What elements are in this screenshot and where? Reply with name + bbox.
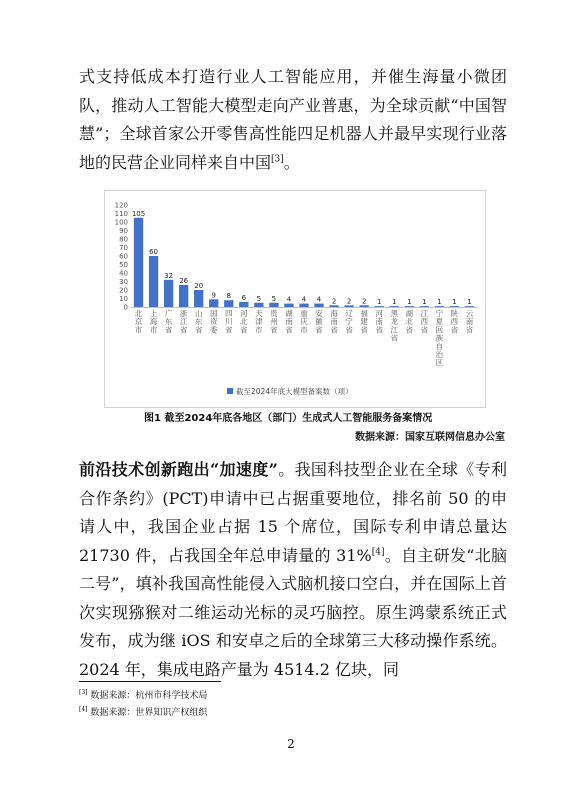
data-label: 8 — [226, 292, 232, 301]
footnote-divider — [79, 681, 221, 682]
paragraph-text: 式支持低成本打造行业人工智能应用，并催生海量小微团队，推动人工智能大模型走向产业普惠，为全球贡献“中国智慧”；全球首家公开零售高性能四足机器人并最早实现行业落地的民营企业同样来自中国 — [79, 67, 507, 172]
x-tick-label: 河南省 — [375, 309, 383, 335]
y-tick-label: 10 — [119, 295, 128, 303]
data-label: 1 — [437, 298, 442, 307]
y-tick-label: 0 — [123, 303, 128, 312]
x-tick-label: 辽宁省 — [345, 309, 353, 335]
data-label: 5 — [271, 294, 277, 303]
y-tick-label: 80 — [119, 235, 128, 244]
bar — [134, 218, 143, 307]
legend-label: 截至2024年底大模型备案数（项） — [236, 387, 353, 396]
bar — [194, 290, 203, 307]
bar — [344, 305, 353, 307]
y-tick-label: 100 — [114, 218, 128, 227]
y-tick-label: 120 — [114, 201, 128, 210]
bar — [314, 304, 323, 307]
y-tick-label: 40 — [119, 269, 128, 278]
x-tick-label: 北京市 — [134, 309, 143, 335]
footnote-mark: [3] — [79, 689, 88, 696]
bar — [149, 256, 158, 307]
footnote-mark: [4] — [79, 706, 88, 713]
y-tick-label: 70 — [119, 244, 128, 252]
y-tick-label: 20 — [119, 286, 128, 295]
footnote — [79, 688, 207, 701]
data-label: 20 — [194, 282, 204, 290]
bar — [299, 304, 308, 307]
y-tick-label: 50 — [119, 261, 128, 269]
x-tick-label: 黑龙江省 — [390, 309, 399, 343]
data-label: 5 — [256, 294, 262, 303]
bar — [209, 299, 218, 307]
bar — [164, 280, 173, 307]
data-label: 32 — [164, 271, 174, 280]
x-tick-label: 云南省 — [465, 309, 474, 335]
bar — [465, 306, 474, 307]
bar — [329, 305, 338, 307]
bar — [375, 306, 384, 307]
data-label: 26 — [179, 276, 189, 285]
x-tick-label: 重庆市 — [300, 309, 308, 335]
data-label: 4 — [301, 295, 307, 304]
footnote-text: 数据来源：世界知识产权组织 — [90, 708, 208, 718]
data-label: 2 — [346, 297, 352, 306]
figure-caption: 图1 截至2024年底各地区（部门）生成式人工智能服务备案情况 — [144, 413, 433, 424]
bar-chart — [104, 190, 486, 408]
data-label: 9 — [211, 291, 216, 300]
data-label: 1 — [452, 298, 457, 307]
bar — [450, 306, 459, 307]
data-label: 1 — [392, 298, 397, 307]
y-tick-label: 30 — [119, 278, 128, 286]
bar — [284, 304, 293, 307]
figure-source: 数据来源：国家互联网信息办公室 — [355, 432, 505, 443]
x-tick-label: 天津市 — [255, 309, 263, 335]
bar — [254, 303, 263, 307]
page-number: 2 — [287, 737, 295, 751]
data-label: 6 — [241, 293, 247, 302]
paragraph-text-cont: 。自主研发“北脑二号”，填补我国高性能侵入式脑机接口空白，并在国际上首次实现猕猴对二维运动光标的灵巧脑控。原生鸿蒙系统正式发布，成为继 iOS 和安卓之后的全球第三大移动操作系统。2024 年，集成电路产量为 4514.2 亿块，同 — [79, 545, 507, 679]
footnote-ref[interactable]: [3] — [271, 154, 284, 165]
y-tick-label: 90 — [119, 227, 128, 235]
paragraph-text: 。我国科技型企业在全球《专利合作条约》(PCT)申请中已占据重要地位，排名前 50 的申请人中，我国企业占据 15 个席位，国际专利申请总量达 21730 件，占我国全年总申请量的 31% — [79, 460, 507, 565]
x-tick-label: 江西省 — [420, 309, 429, 335]
data-label: 1 — [407, 298, 412, 307]
x-tick-label: 湖北省 — [405, 309, 414, 335]
x-tick-label: 贵州省 — [270, 309, 278, 335]
data-label: 1 — [376, 298, 382, 307]
x-tick-label: 四川省 — [225, 309, 233, 335]
data-label: 4 — [316, 295, 322, 304]
x-tick-label: 广东省 — [164, 309, 173, 335]
x-tick-label: 国资委 — [209, 309, 218, 335]
y-tick-label: 110 — [114, 210, 128, 218]
data-label: 1 — [422, 298, 427, 307]
x-tick-label: 上海市 — [149, 309, 158, 335]
data-label: 2 — [331, 297, 337, 306]
paragraph-innovation — [79, 456, 507, 684]
data-label: 60 — [149, 248, 159, 256]
bar — [435, 306, 444, 307]
data-label: 2 — [361, 297, 367, 306]
paragraph-end: 。 — [283, 152, 300, 172]
x-tick-label: 山东省 — [194, 309, 203, 335]
data-label: 4 — [286, 295, 292, 304]
y-tick-label: 60 — [119, 252, 128, 261]
legend-swatch — [227, 388, 233, 394]
bar — [390, 306, 399, 307]
footnote-text: 数据来源：杭州市科学技术局 — [90, 691, 208, 701]
data-label: 105 — [131, 209, 146, 218]
data-label: 1 — [467, 298, 472, 307]
bar — [269, 303, 278, 307]
x-tick-label: 湖南省 — [285, 309, 293, 335]
bar — [405, 306, 414, 307]
footnote-ref[interactable]: [4] — [371, 547, 385, 558]
bar — [224, 300, 233, 307]
x-tick-label: 宁夏回族自治区 — [435, 309, 444, 368]
bar — [239, 302, 248, 307]
bar — [360, 305, 369, 307]
x-tick-label: 浙江省 — [179, 309, 188, 335]
bar — [179, 285, 188, 307]
x-tick-label: 安徽省 — [315, 309, 323, 335]
paragraph-robotics — [79, 63, 507, 177]
chart-svg — [105, 191, 485, 407]
x-tick-label: 福建省 — [360, 309, 368, 335]
x-tick-label: 陕西省 — [450, 309, 459, 335]
footnote — [79, 705, 207, 718]
bar — [420, 306, 429, 307]
x-tick-label: 河北省 — [240, 309, 248, 335]
paragraph-lead: 前沿技术创新跑出“加速度” — [79, 460, 278, 479]
x-tick-label: 海南省 — [330, 309, 338, 335]
